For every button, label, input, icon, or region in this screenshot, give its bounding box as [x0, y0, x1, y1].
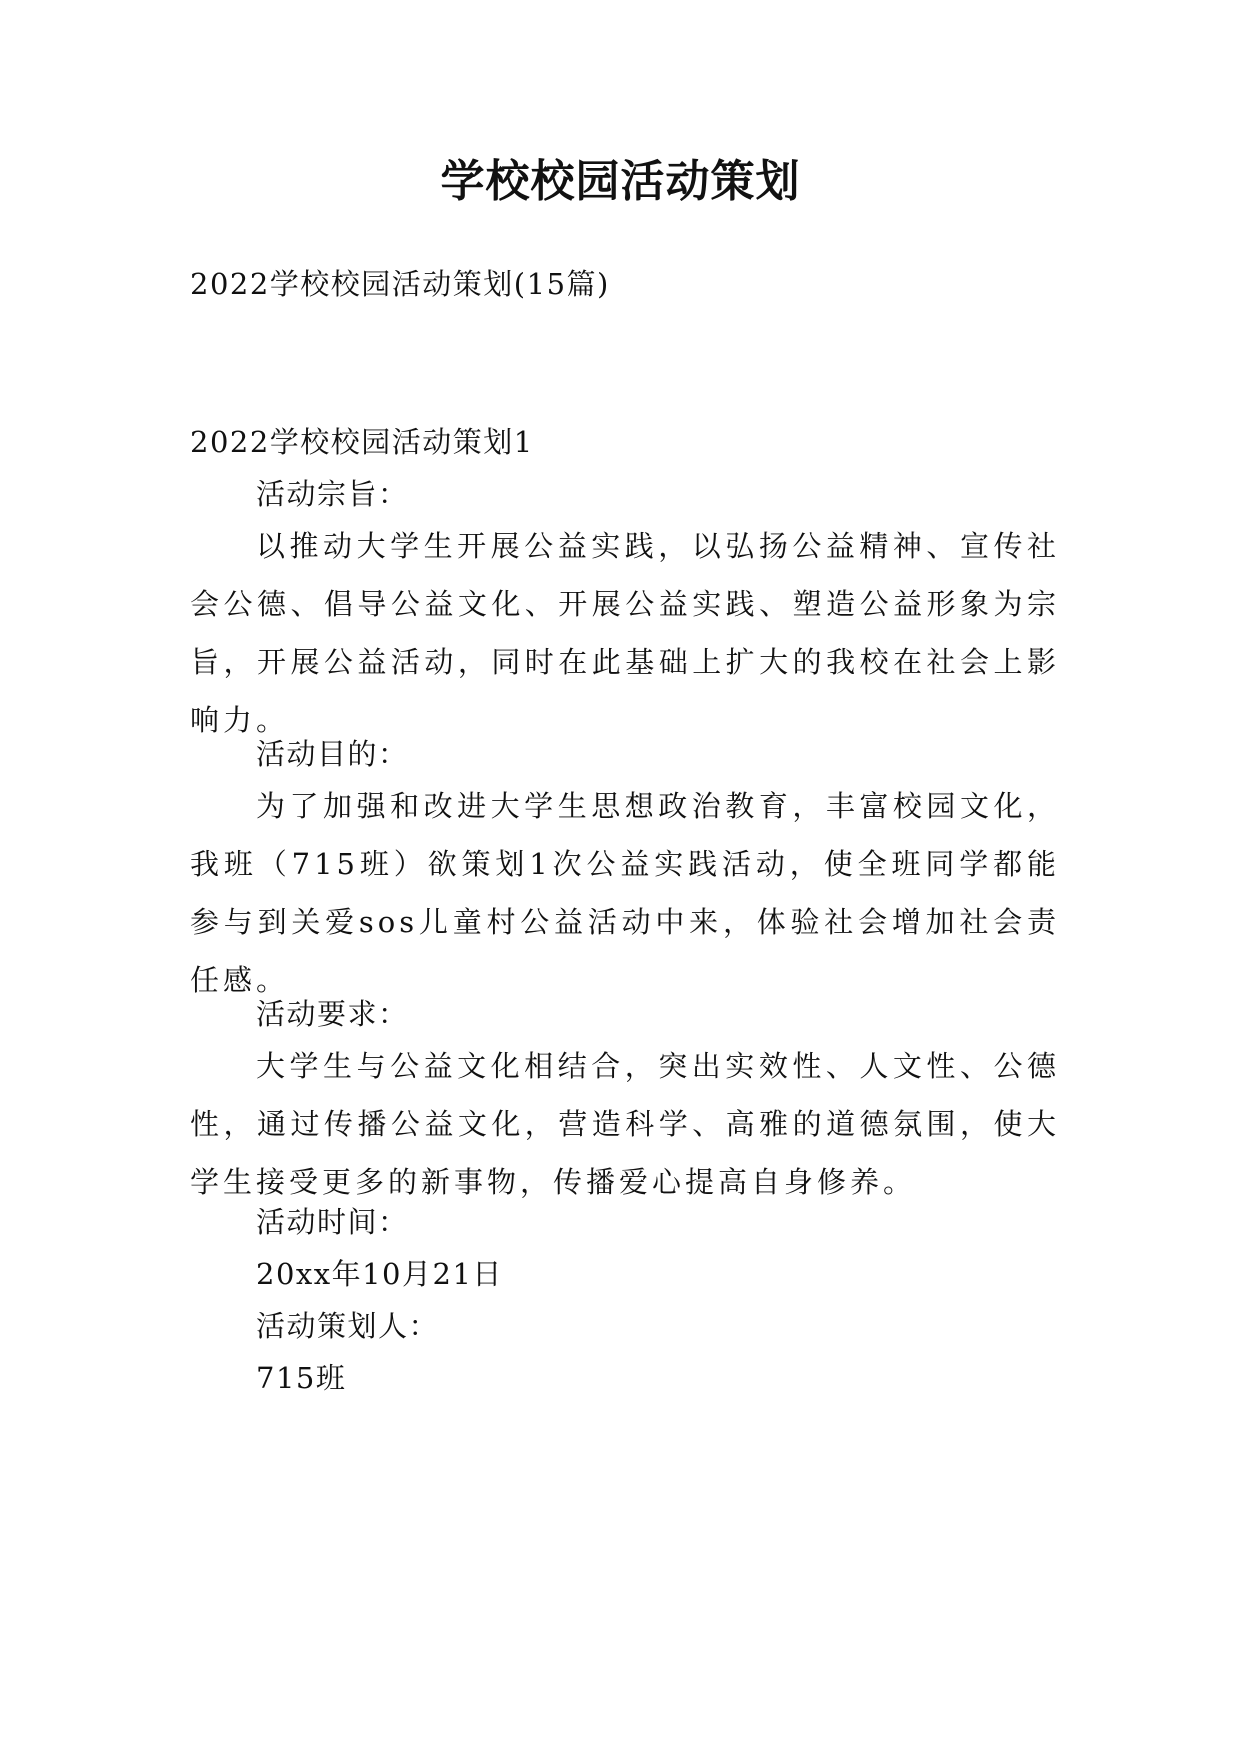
section-heading: 2022学校校园活动策划1: [190, 425, 534, 459]
requirement-label: 活动要求：: [256, 997, 409, 1031]
purpose-paragraph: 以推动大学生开展公益实践，以弘扬公益精神、宣传社会公德、倡导公益文化、开展公益实践、塑造公益形象为宗旨，开展公益活动，同时在此基础上扩大的我校在社会上影响力。: [190, 529, 1060, 737]
document-subtitle: 2022学校校园活动策划(15篇): [190, 267, 610, 301]
requirement-paragraph: 大学生与公益文化相结合，突出实效性、人文性、公德性，通过传播公益文化，营造科学、高雅的道德氛围，使大学生接受更多的新事物，传播爱心提高自身修养。: [190, 1049, 1060, 1199]
planner-value: 715班: [256, 1361, 347, 1395]
time-value: 20xx年10月21日: [256, 1257, 503, 1291]
goal-paragraph: 为了加强和改进大学生思想政治教育，丰富校园文化，我班（715班）欲策划1次公益实践活动，使全班同学都能参与到关爱sos儿童村公益活动中来，体验社会增加社会责任感。: [190, 789, 1060, 997]
purpose-label: 活动宗旨：: [256, 477, 409, 511]
time-label: 活动时间：: [256, 1205, 409, 1239]
document-title: 学校校园活动策划: [440, 156, 801, 207]
planner-label: 活动策划人：: [256, 1309, 440, 1343]
goal-label: 活动目的：: [256, 737, 409, 771]
